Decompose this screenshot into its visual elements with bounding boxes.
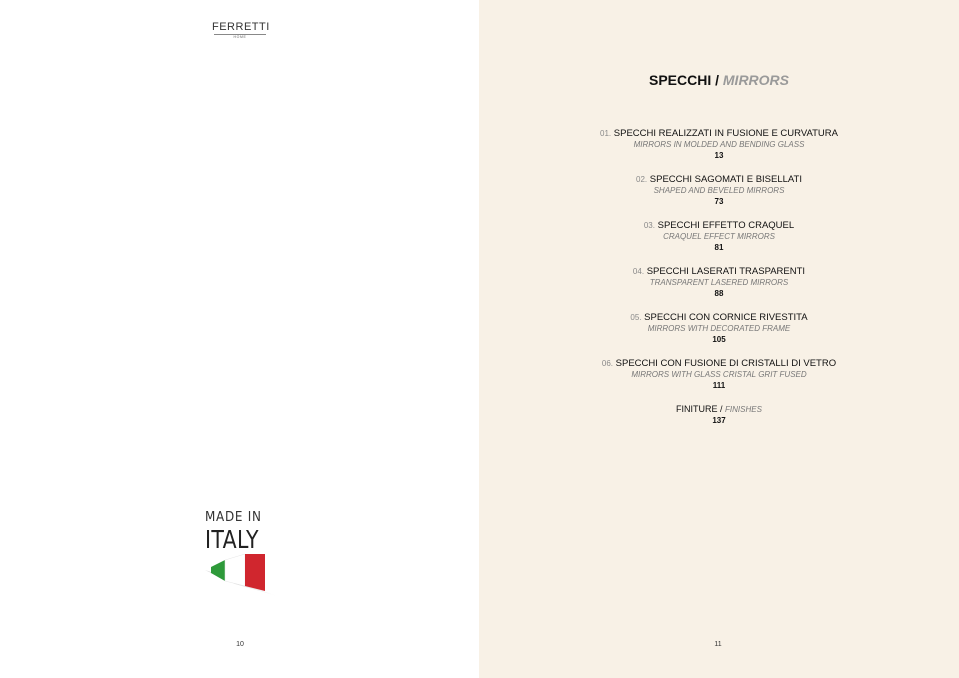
toc-number: 04. <box>632 267 645 276</box>
italian-flag-icon <box>205 554 277 598</box>
brand-name: FERRETTI <box>212 21 270 33</box>
right-page <box>479 0 959 678</box>
toc-entry-06[interactable] <box>479 358 959 404</box>
title-separator: / <box>711 72 723 88</box>
finishes-english: FINISHES <box>725 405 762 414</box>
toc-entry-02[interactable] <box>479 174 959 220</box>
toc-title-english: MIRRORS WITH DECORATED FRAME <box>647 324 791 333</box>
toc-entry-03[interactable] <box>479 220 959 266</box>
toc-title-italian: SPECCHI CON CORNICE RIVESTITA <box>644 312 808 323</box>
made-in-italy-badge <box>205 510 277 598</box>
toc-title-italian: SPECCHI REALIZZATI IN FUSIONE E CURVATURA <box>613 128 838 139</box>
toc-title-italian: SPECCHI LASERATI TRASPARENTI <box>646 266 806 277</box>
toc-title-english: MIRRORS WITH GLASS CRISTAL GRIT FUSED <box>631 370 807 379</box>
toc-page-number: 13 <box>714 151 724 160</box>
toc-number: 01. <box>600 129 612 138</box>
toc-entry-01[interactable] <box>479 128 959 174</box>
toc-page-number: 111 <box>712 381 726 390</box>
left-page <box>0 0 479 678</box>
brand-sub: HOME <box>233 35 247 39</box>
toc-title-italian: SPECCHI SAGOMATI E BISELLATI <box>649 174 802 185</box>
finishes-separator: / <box>717 404 726 414</box>
toc-page-number: 73 <box>714 197 724 206</box>
page-number-left: 10 <box>236 641 244 648</box>
toc-title-english: TRANSPARENT LASERED MIRRORS <box>649 278 789 287</box>
toc-page-number: 137 <box>712 416 726 425</box>
table-of-contents <box>479 128 959 450</box>
page-title <box>479 72 959 88</box>
toc-number: 06. <box>601 359 613 368</box>
title-italian: SPECCHI <box>648 72 712 88</box>
toc-title-english: CRAQUEL EFFECT MIRRORS <box>663 232 775 241</box>
toc-title-italian: SPECCHI CON FUSIONE DI CRISTALLI DI VETRO <box>615 358 837 369</box>
badge-line1: MADE IN <box>205 510 262 525</box>
toc-entry-05[interactable] <box>479 312 959 358</box>
toc-page-number: 81 <box>714 243 724 252</box>
page-number-right: 11 <box>714 641 722 648</box>
toc-title-english: SHAPED AND BEVELED MIRRORS <box>653 186 785 195</box>
toc-title-english: MIRRORS IN MOLDED AND BENDING GLASS <box>633 140 805 149</box>
finishes-italian: FINITURE <box>676 404 718 414</box>
toc-entry-finishes[interactable] <box>479 404 959 450</box>
toc-page-number: 88 <box>714 289 724 298</box>
badge-line2: ITALY <box>205 525 259 554</box>
toc-page-number: 105 <box>712 335 726 344</box>
toc-number: 05. <box>630 313 642 322</box>
toc-number: 02. <box>636 175 648 184</box>
brand-logo <box>212 21 268 40</box>
toc-title-italian: SPECCHI EFFETTO CRAQUEL <box>657 220 795 231</box>
toc-number: 03. <box>643 221 655 230</box>
toc-entry-04[interactable] <box>479 266 959 312</box>
title-english: MIRRORS <box>722 72 790 88</box>
